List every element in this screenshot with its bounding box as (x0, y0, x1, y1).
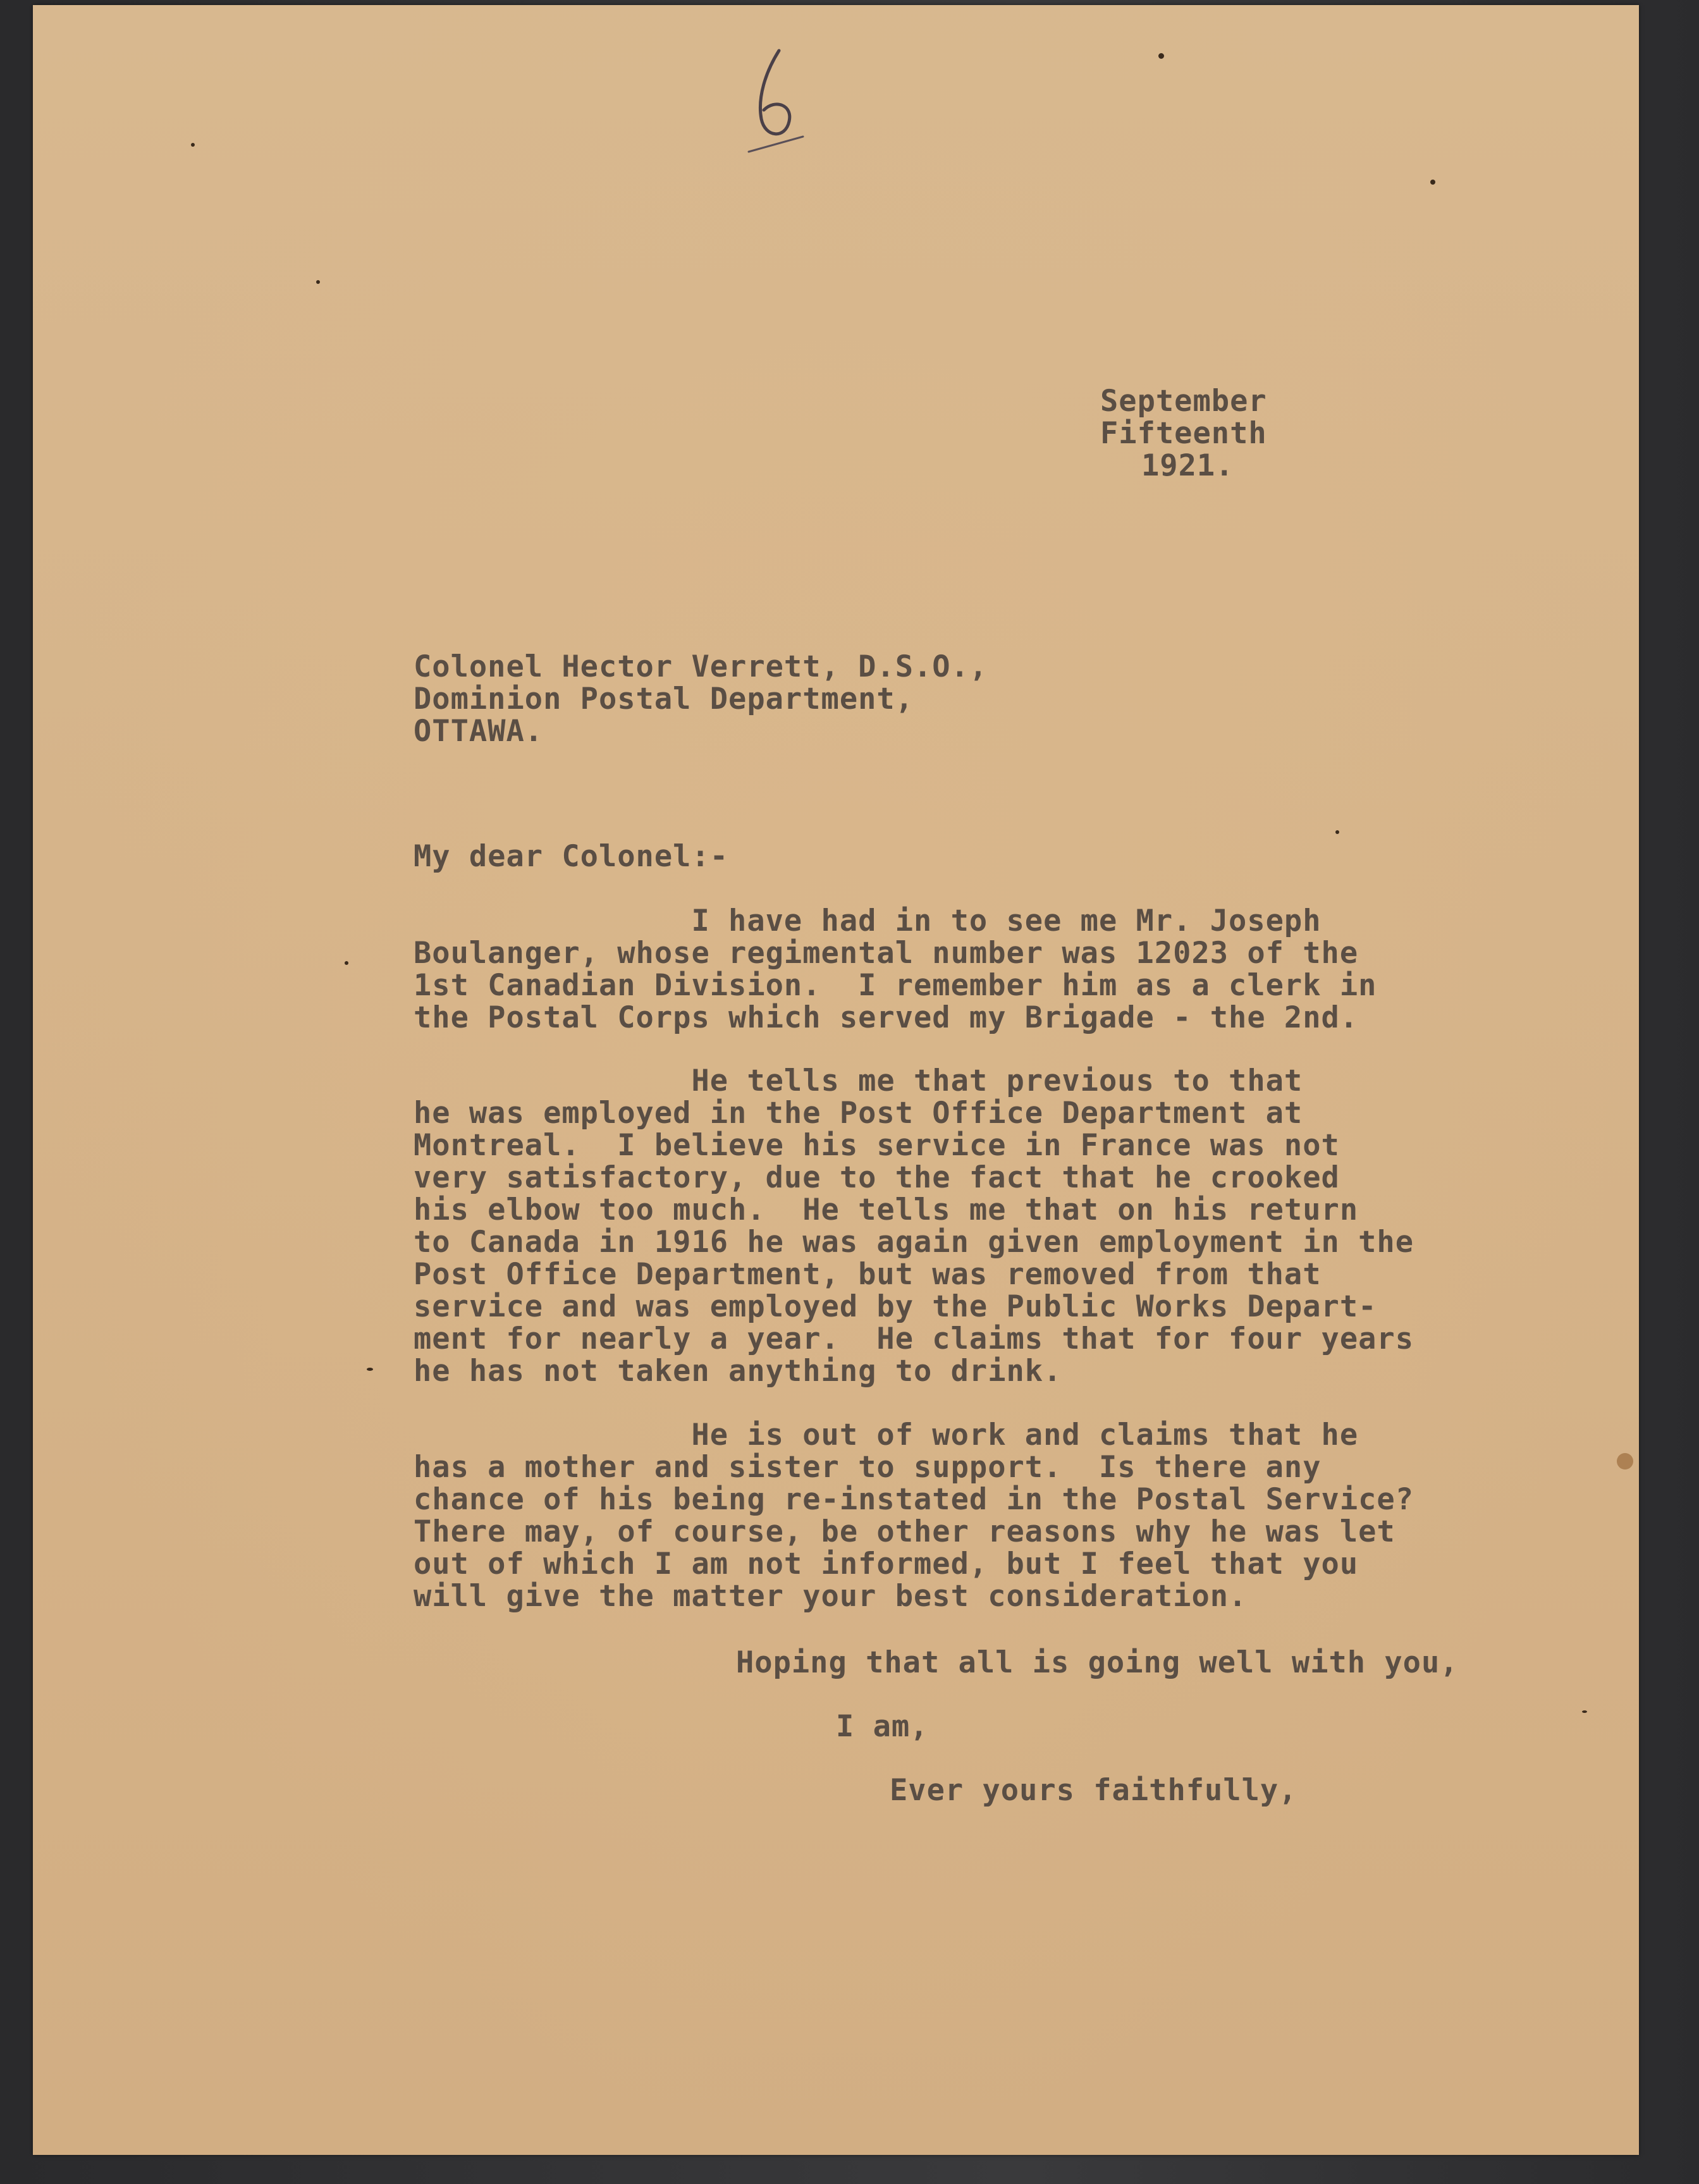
paragraph-line: his elbow too much. He tells me that on his return (414, 1193, 1359, 1227)
paper-stain (1617, 1453, 1633, 1469)
paper-speck (1430, 180, 1435, 185)
closing-hope: Hoping that all is going well with you, (736, 1645, 1459, 1680)
paragraph-line: Boulanger, whose regimental number was 12023 of the (414, 936, 1359, 971)
paragraph-line: 1st Canadian Division. I remember him as a clerk in (414, 968, 1377, 1003)
closing-i-am: I am, (836, 1709, 929, 1744)
paper-speck (1582, 1710, 1587, 1713)
date-line-3: 1921. (1141, 448, 1234, 483)
recipient-line-3: OTTAWA. (414, 714, 544, 749)
paper-speck (1335, 830, 1339, 834)
date-line-2: Fifteenth (1100, 416, 1267, 451)
paragraph-line: service and was employed by the Public Works Depart- (414, 1289, 1377, 1324)
paragraph-line: chance of his being re-instated in the Postal Service? (414, 1482, 1414, 1517)
paragraph-line: He tells me that previous to that (414, 1064, 1303, 1098)
paragraph-line: to Canada in 1916 he was again given employment in the (414, 1225, 1414, 1260)
paragraph-line: very satisfactory, due to the fact that he crooked (414, 1160, 1340, 1195)
recipient-line-2: Dominion Postal Department, (414, 682, 914, 716)
recipient-line-1: Colonel Hector Verrett, D.S.O., (414, 649, 988, 684)
paragraph-line: the Postal Corps which served my Brigade - the 2nd. (414, 1000, 1359, 1035)
paragraph-line: I have had in to see me Mr. Joseph (414, 904, 1322, 938)
letter-page (33, 5, 1639, 2155)
paper-speck (191, 143, 195, 147)
paragraph-line: Post Office Department, but was removed from that (414, 1257, 1322, 1292)
paragraph-line: out of which I am not informed, but I feel that you (414, 1547, 1359, 1581)
salutation: My dear Colonel:- (414, 839, 729, 874)
paragraph-line: There may, of course, be other reasons why he was let (414, 1514, 1395, 1549)
paragraph-line: he was employed in the Post Office Department at (414, 1096, 1303, 1131)
paragraph-line: will give the matter your best consideration. (414, 1579, 1248, 1614)
date-line-1: September (1100, 384, 1267, 419)
closing-signoff: Ever yours faithfully, (890, 1773, 1297, 1808)
paper-speck (1158, 53, 1164, 59)
paragraph-line: has a mother and sister to support. Is there any (414, 1450, 1322, 1485)
paragraph-line: he has not taken anything to drink. (414, 1354, 1062, 1389)
paper-speck (345, 961, 348, 965)
paper-speck (316, 280, 320, 284)
paragraph-line: ment for nearly a year. He claims that for four years (414, 1322, 1414, 1356)
handwritten-page-number (740, 44, 809, 158)
paragraph-line: He is out of work and claims that he (414, 1418, 1359, 1452)
paragraph-line: Montreal. I believe his service in France was not (414, 1128, 1340, 1163)
paper-speck (367, 1368, 373, 1371)
